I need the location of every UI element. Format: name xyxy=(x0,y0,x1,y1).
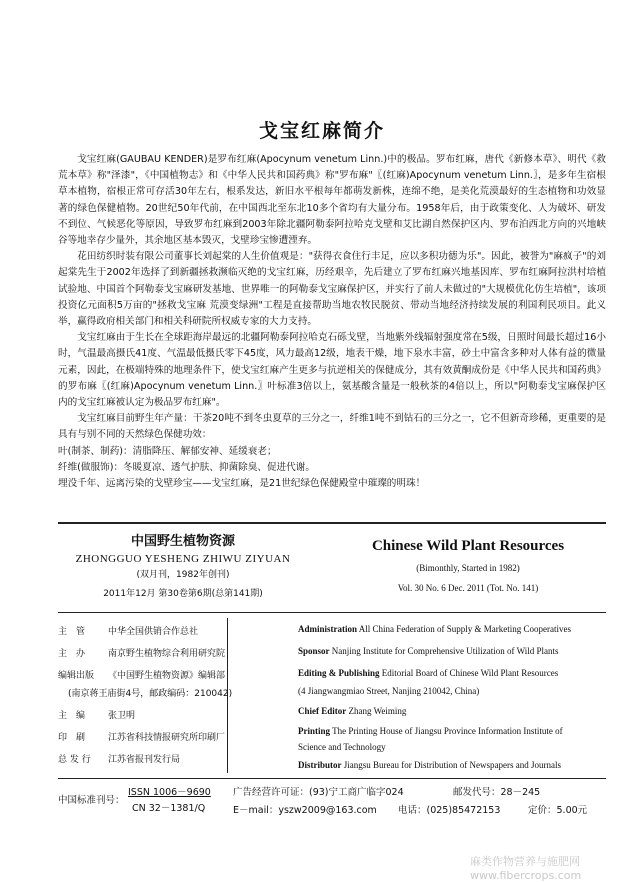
info-row-en xyxy=(298,686,479,696)
info-value: (南京蒋王庙街4号，邮政编码：210042) xyxy=(68,689,233,699)
info-row-en xyxy=(298,742,386,752)
article-paragraph-4: 戈宝红麻目前野生年产量：干茶20吨不到冬虫夏草的三分之一，纤维1吨不到钻石的三分之一，它不但新奇珍稀，更重要的是具有与别不同的天然绿色保健功效： xyxy=(58,413,606,441)
info-en-value: All China Federation of Supply & Marketing Cooperatives xyxy=(358,624,571,634)
info-en-value: Jiangsu Bureau for Distribution of Newspapers and Journals xyxy=(343,760,561,770)
info-en-value: Zhang Weiming xyxy=(348,706,407,716)
info-value: 江苏省报刊发行局 xyxy=(108,755,181,765)
info-en-label: Administration xyxy=(298,624,358,634)
info-row xyxy=(58,708,135,721)
journal-cn-name: 中国野生植物资源 xyxy=(130,534,235,549)
article-closing: 埋没千年、远离污染的戈壁珍宝——戈宝红麻，是21世纪绿色保健殿堂中璀璨的明珠！ xyxy=(58,478,426,490)
info-en-label: Chief Editor xyxy=(298,706,347,716)
email: E－mail：yszw2009@163.com xyxy=(233,805,377,816)
info-row xyxy=(58,752,180,765)
info-label: 主 管 xyxy=(58,627,86,637)
info-row-en xyxy=(298,668,558,678)
ad-license: 广告经营许可证：(93)宁工商广临字024 xyxy=(233,787,404,798)
info-en-value: Editorial Board of Chinese Wild Plant Resources xyxy=(381,668,559,678)
info-row xyxy=(68,686,232,699)
info-label: 编辑出版 xyxy=(58,671,95,681)
article-paragraph-1: 戈宝红麻(GAUBAU KENDER)是罗布红麻(Apocynum venetum Linn.)中的极品。罗布红麻，唐代《新修本草》、明代《救荒本草》称"泽漆"，《中国植物志》和《中华人民共和国药典》称"罗布麻"〖(红麻)Apocynum venetum Linn.〗，是多年生宿根草本植物，宿根正常可存活30年左右，根系发达，新旧水平根每年都萌发新株，连绵不绝，是美化荒漠最好的生态植物和功效显著的绿色保健植物。20世纪50年代前，在中国西北至东北10多个省均有大量分布。1958年后，由于政策变化、人为破坏、研发不到位、气候恶化等原因，导致罗布红麻到2003年除北疆阿勒泰阿拉哈克戈壁和艾比湖自然保护区内、罗布泊西北方向的兴地峡谷等地幸存少量外，其余地区基本毁灭，戈壁珍宝惨遭湮弃。 xyxy=(58,154,606,247)
info-en-label: Sponsor xyxy=(298,646,330,656)
journal-en-issue: Vol. 30 No. 6 Dec. 2011 (Tot. No. 141) xyxy=(397,583,539,593)
info-label: 主 编 xyxy=(58,711,86,721)
info-row xyxy=(58,668,225,681)
info-row-en xyxy=(298,646,558,656)
info-en-value: (4 Jiangwangmiao Street, Nanjing 210042, China) xyxy=(298,686,480,696)
article-paragraph-3: 戈宝红麻由于生长在全球距海岸最远的北疆阿勒泰阿拉哈克石砾戈壁，当地紫外线辐射强度常在5级，日照时间最长超过16小时，气温最高摄氏41度、气温最低摄氏零下45度，风力最高12级，地表干燥，地下泉水丰富，砂土中富含多种对人体有益的微量元素，因此，在极端特殊的地理条件下，使戈宝红麻产生更多与抗逆相关的保健成分，其有效黄酮成份是《中华人民共和国药典》的罗布麻〖(红麻)Apocynum venetum Linn.〗叶标准3倍以上，氨基酸含量是一般秋茶的4倍以上，所以"阿勒泰戈宝麻保护区内的戈宝红麻被认定为极品罗布红麻"。 xyxy=(58,332,606,409)
price: 定价：5.00元 xyxy=(528,805,588,816)
journal-pinyin: ZHONGGUO YESHENG ZHIWU ZIYUAN xyxy=(75,553,291,565)
journal-en-header xyxy=(330,538,606,593)
info-row-en xyxy=(298,706,406,716)
info-label: 印 刷 xyxy=(58,733,86,743)
info-en-label: Distributor xyxy=(298,760,342,770)
info-row-en xyxy=(298,624,571,634)
info-row xyxy=(58,624,198,637)
journal-en-frequency: (Bimonthly, Started in 1982) xyxy=(416,563,520,573)
info-en-label: Editing & Publishing xyxy=(298,668,380,678)
info-row xyxy=(58,730,225,743)
info-label: 总 发 行 xyxy=(58,755,91,765)
info-value: 张卫明 xyxy=(108,711,136,721)
journal-en-name: Chinese Wild Plant Resources xyxy=(371,538,565,554)
info-row-en xyxy=(298,726,563,736)
info-value: 江苏省科技情报研究所印刷厂 xyxy=(108,733,226,743)
benefit-fiber: 纤维(做服饰)：冬暖夏凉、透气护肤、抑菌除臭、促进代谢。 xyxy=(58,461,315,473)
issn-label: 中国标准刊号： xyxy=(58,795,125,806)
article-body xyxy=(58,152,606,492)
info-row-en xyxy=(298,760,561,770)
info-en-value: The Printing House of Jiangsu Province Information Institute of xyxy=(332,726,563,736)
postal-code: 邮发代号：28－245 xyxy=(453,787,541,798)
cn-number: CN 32－1381/Q xyxy=(132,803,206,814)
info-en-label: Printing xyxy=(298,726,331,736)
journal-cn-issue: 2011年12月 第30卷第6期(总第141期) xyxy=(103,589,263,599)
watermark-text: 麻类作物营养与施肥网 www.fibercrops.com xyxy=(470,855,582,882)
info-en-value: Nanjing Institute for Comprehensive Utilization of Wild Plants xyxy=(331,646,559,656)
info-value: 中华全国供销合作总社 xyxy=(108,627,199,637)
info-label: 主 办 xyxy=(58,649,86,659)
info-value: 《中国野生植物资源》编辑部 xyxy=(108,671,226,681)
divider-top xyxy=(58,522,606,524)
issn-number: ISSN 1006－9690 xyxy=(128,787,211,798)
info-en-value: Science and Technology xyxy=(298,742,386,752)
article-paragraph-2: 花田纺织时装有限公司董事长刘起棠的人生价值观是："获得衣食住行丰足，应以多积功德为乐"。因此，被誉为"麻疯子"的刘起棠先生于2002年选择了到新疆拯救濒临灭绝的戈宝红麻，历经艰辛，先后建立了罗布红麻兴地基因库、罗布红麻阿拉洪村培植试验地、中国首个阿勒泰戈宝麻研发基地、世界唯一的阿勒泰戈宝麻保护区，并实行了前人未做过的"大规模优化仿生培植"，该项投资亿元面积5万亩的"拯救戈宝麻 荒漠变绿洲"工程是直接帮助当地农牧民脱贫、带动当地经济持续发展的利国利民项目。此义举，赢得政府相关部门和相关科研院所权威专家的大力支持。 xyxy=(58,251,606,328)
journal-cn-header xyxy=(58,530,308,599)
page-title: 戈宝红麻简介 xyxy=(258,120,385,142)
benefit-leaf: 叶(制茶、制药)：清脂降压、解郁安神、延缓衰老； xyxy=(58,445,277,457)
phone: 电话：(025)85472153 xyxy=(398,805,501,816)
info-row xyxy=(58,646,225,659)
divider-bottom xyxy=(58,778,606,779)
divider-info-top xyxy=(58,612,606,613)
journal-cn-frequency: (双月刊，1982年创刊) xyxy=(136,570,230,580)
info-value: 南京野生植物综合利用研究院 xyxy=(108,649,226,659)
